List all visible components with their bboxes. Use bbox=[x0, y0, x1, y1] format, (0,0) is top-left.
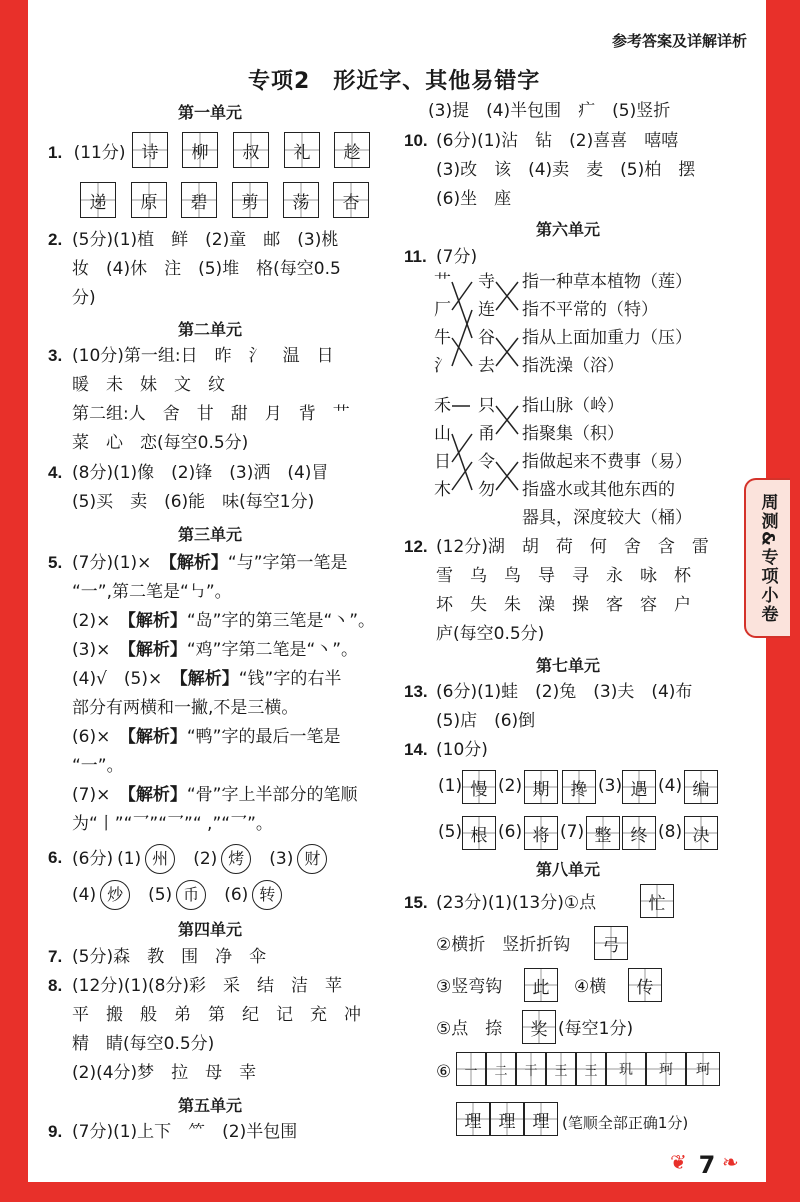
question-12 bbox=[404, 537, 428, 557]
answer-line: “一”,第二笔是“㇉”。 bbox=[72, 582, 232, 602]
left-part: 禾 bbox=[434, 396, 451, 416]
item-index: (2) bbox=[193, 849, 218, 869]
unit-heading: 第六单元 bbox=[536, 220, 601, 239]
question-number: 6. bbox=[48, 848, 63, 867]
answer-line: (2)(4分)梦 拉 母 幸 bbox=[72, 1063, 257, 1083]
meaning: 指不平常的（特） bbox=[522, 300, 658, 320]
question-number: 10. bbox=[404, 131, 428, 150]
answer-line: “一”。 bbox=[72, 756, 124, 776]
question-number: 1. bbox=[48, 143, 63, 162]
answer-line bbox=[72, 727, 340, 747]
question-number: 13. bbox=[404, 682, 428, 701]
item-index: (1) bbox=[117, 849, 142, 869]
char-box: 遇 bbox=[622, 770, 656, 804]
answer-mark: (7分)(1)× bbox=[72, 553, 169, 573]
question-number: 3. bbox=[48, 346, 63, 365]
page-title: 专项2 形近字、其他易错字 bbox=[248, 69, 541, 94]
answer-line: ⑥ bbox=[436, 1062, 452, 1082]
unit-heading: 第五单元 bbox=[178, 1096, 243, 1115]
char-box: 整 bbox=[586, 816, 620, 850]
question-number: 11. bbox=[404, 247, 427, 266]
char-box: 编 bbox=[684, 770, 718, 804]
header-note: 参考答案及详解详析 bbox=[612, 32, 748, 50]
question-6 bbox=[48, 848, 62, 868]
match-line bbox=[452, 310, 472, 366]
analysis-tag: 【解析】 bbox=[127, 785, 187, 805]
answer-line bbox=[72, 880, 282, 910]
question-9 bbox=[48, 1122, 62, 1142]
answer-line: (12分)湖 胡 荷 何 舍 含 雷 bbox=[436, 537, 709, 557]
stroke-box: 王 bbox=[546, 1052, 576, 1086]
question-4 bbox=[48, 463, 62, 483]
char-box: 剪 bbox=[232, 182, 268, 218]
item-index: (3) bbox=[598, 776, 623, 796]
side-tab-label: 周测&专项小卷 bbox=[757, 492, 778, 624]
answer-line: 庐(每空0.5分) bbox=[436, 624, 545, 644]
answer-line: 精 睛(每空0.5分) bbox=[72, 1034, 215, 1054]
analysis-text: “与”字第一笔是 bbox=[227, 553, 348, 573]
answer-line: 菜 心 恋(每空0.5分) bbox=[72, 433, 249, 453]
item-index: (2) bbox=[498, 776, 523, 796]
match-line bbox=[452, 282, 472, 338]
answer-line: 第二组:人 舍 甘 甜 月 背 艹 bbox=[72, 404, 350, 424]
mid-part: 谷 bbox=[478, 328, 495, 348]
answer-line: 坏 失 朱 澡 操 客 容 户 bbox=[436, 595, 691, 615]
leaf-icon: ❧ bbox=[722, 1150, 739, 1174]
leaf-icon: ❦ bbox=[670, 1150, 687, 1174]
answer-line: (7分)(1)上下 ⺮ (2)半包围 bbox=[72, 1122, 298, 1142]
analysis-text: “岛”字的第三笔是“丶”。 bbox=[186, 611, 376, 631]
char-box: 趁 bbox=[334, 132, 370, 168]
match-line bbox=[452, 282, 472, 310]
mid-part: 只 bbox=[478, 396, 495, 416]
left-part: 牛 bbox=[434, 328, 451, 348]
question-number: 4. bbox=[48, 463, 63, 482]
question-number: 9. bbox=[48, 1122, 63, 1141]
mid-part: 甬 bbox=[478, 424, 495, 444]
analysis-text: “骨”字上半部分的笔顺 bbox=[186, 785, 358, 805]
answer-line bbox=[72, 640, 358, 660]
circled-char: 财 bbox=[297, 844, 327, 874]
answer-line: (每空1分) bbox=[558, 1019, 634, 1039]
stroke-box: 理 bbox=[490, 1102, 524, 1136]
char-box: 搀 bbox=[562, 770, 596, 804]
question-number: 8. bbox=[48, 976, 63, 995]
answer-line: (6)坐 座 bbox=[436, 189, 512, 209]
answer-line: (23分)(1)(13分)①点 bbox=[436, 893, 597, 913]
answer-line: ⑤点 捺 bbox=[436, 1019, 503, 1039]
char-box: 慢 bbox=[462, 770, 496, 804]
meaning: 器具，深度较大（桶） bbox=[522, 508, 692, 528]
char-box: 终 bbox=[622, 816, 656, 850]
answer-line: 雪 乌 鸟 导 寻 永 咏 杯 bbox=[436, 566, 691, 586]
score: (6分) bbox=[72, 849, 114, 869]
answer-line: (6分)(1)蛙 (2)兔 (3)夫 (4)布 bbox=[436, 682, 693, 702]
stroke-box: 理 bbox=[524, 1102, 558, 1136]
question-10 bbox=[404, 131, 428, 151]
char-box: 弓 bbox=[594, 926, 628, 960]
char-box: 杏 bbox=[333, 182, 369, 218]
question-number: 14. bbox=[404, 740, 428, 759]
char-box: 将 bbox=[524, 816, 558, 850]
left-part: 氵 bbox=[434, 356, 451, 376]
side-tab bbox=[744, 478, 790, 638]
unit-heading: 第一单元 bbox=[178, 103, 243, 122]
char-box: 诗 bbox=[132, 132, 168, 168]
match-line bbox=[452, 338, 472, 366]
char-box: 奖 bbox=[522, 1010, 556, 1044]
answer-line bbox=[72, 844, 327, 874]
left-part: 山 bbox=[434, 424, 451, 444]
item-index: (7) bbox=[560, 822, 585, 842]
item-index: (4) bbox=[658, 776, 683, 796]
stroke-box: 玑 bbox=[606, 1052, 646, 1086]
score: (7分) bbox=[436, 247, 478, 267]
answer-mark: (4)√ (5)× bbox=[72, 669, 180, 689]
char-box: 根 bbox=[462, 816, 496, 850]
answer-line: (10分)第一组:日 昨 氵 温 日 bbox=[72, 346, 334, 366]
answer-line bbox=[72, 785, 357, 805]
score: (11分) bbox=[73, 143, 126, 163]
answer-line: 分) bbox=[72, 288, 96, 308]
answer-line bbox=[72, 553, 348, 573]
circled-char: 币 bbox=[176, 880, 206, 910]
answer-line: (12分)(1)(8分)彩 采 结 洁 苹 bbox=[72, 976, 343, 996]
answer-line: 暖 未 妹 文 纹 bbox=[72, 375, 225, 395]
analysis-tag: 【解析】 bbox=[127, 611, 187, 631]
answer-line: (5分)森 教 围 净 伞 bbox=[72, 947, 267, 967]
answer-mark: (3)× bbox=[72, 640, 128, 660]
meaning: 指盛水或其他东西的 bbox=[522, 480, 675, 500]
char-box: 碧 bbox=[181, 182, 217, 218]
item-index: (6) bbox=[224, 885, 249, 905]
char-box: 传 bbox=[628, 968, 662, 1002]
circled-char: 转 bbox=[252, 880, 282, 910]
answer-line: 为“丨”“乛”“乛”“ ,”“乛”。 bbox=[72, 814, 273, 834]
meaning: 指聚集（积） bbox=[522, 424, 624, 444]
answer-line: (6分)(1)沾 钻 (2)喜喜 嘻嘻 bbox=[436, 131, 679, 151]
question-number: 5. bbox=[48, 553, 63, 572]
stroke-box: 珂 bbox=[686, 1052, 720, 1086]
analysis-text: “钱”字的右半 bbox=[238, 669, 342, 689]
unit-heading: 第三单元 bbox=[178, 525, 243, 544]
page-number: 7 bbox=[698, 1151, 716, 1179]
answer-line: (3)提 (4)半包围 疒 (5)竖折 bbox=[428, 101, 671, 121]
question-3 bbox=[48, 346, 62, 366]
answer-mark: (6)× bbox=[72, 727, 128, 747]
analysis-text: “鸡”字第二笔是“丶”。 bbox=[186, 640, 359, 660]
char-box: 忙 bbox=[640, 884, 674, 918]
question-14 bbox=[404, 740, 428, 760]
char-box: 荡 bbox=[283, 182, 319, 218]
answer-line: (8分)(1)像 (2)锋 (3)洒 (4)冒 bbox=[72, 463, 329, 483]
score: (10分) bbox=[436, 740, 488, 760]
answer-line: 部分有两横和一撇,不是三横。 bbox=[72, 698, 299, 718]
question-11 bbox=[404, 247, 427, 267]
answer-mark: (2)× bbox=[72, 611, 128, 631]
answer-line bbox=[72, 669, 341, 689]
item-index: (8) bbox=[658, 822, 683, 842]
mid-part: 连 bbox=[478, 300, 495, 320]
note: (笔顺全部正确1分) bbox=[562, 1114, 689, 1132]
item-index: (3) bbox=[269, 849, 294, 869]
question-1 bbox=[48, 143, 126, 163]
left-part: 艹 bbox=[434, 272, 451, 292]
mid-part: 寺 bbox=[478, 272, 495, 292]
meaning: 指做起来不费事（易） bbox=[522, 452, 692, 472]
question-13 bbox=[404, 682, 428, 702]
analysis-tag: 【解析】 bbox=[127, 640, 187, 660]
unit-heading: 第七单元 bbox=[536, 656, 601, 675]
stroke-box: 二 bbox=[486, 1052, 516, 1086]
answer-line: 平 搬 般 弟 第 纪 记 充 冲 bbox=[72, 1005, 361, 1025]
char-box: 柳 bbox=[182, 132, 218, 168]
char-box: 期 bbox=[524, 770, 558, 804]
item-index: (6) bbox=[498, 822, 523, 842]
answer-line bbox=[72, 611, 375, 631]
stroke-box: 干 bbox=[516, 1052, 546, 1086]
circled-char: 炒 bbox=[100, 880, 130, 910]
left-part: 木 bbox=[434, 480, 451, 500]
answer-mark: (7)× bbox=[72, 785, 128, 805]
question-8 bbox=[48, 976, 62, 996]
match-line bbox=[452, 434, 472, 462]
meaning: 指洗澡（浴） bbox=[522, 356, 624, 376]
stroke-box: 理 bbox=[456, 1102, 490, 1136]
char-box: 此 bbox=[524, 968, 558, 1002]
char-box: 礼 bbox=[284, 132, 320, 168]
unit-heading: 第四单元 bbox=[178, 920, 243, 939]
mid-part: 令 bbox=[478, 452, 495, 472]
stroke-box: 珂 bbox=[646, 1052, 686, 1086]
question-number: 2. bbox=[48, 230, 63, 249]
question-2 bbox=[48, 230, 62, 250]
unit-heading: 第八单元 bbox=[536, 860, 601, 879]
mid-part: 去 bbox=[478, 356, 495, 376]
char-box: 递 bbox=[80, 182, 116, 218]
answer-line: (5)买 卖 (6)能 味(每空1分) bbox=[72, 492, 315, 512]
answer-line: (3)改 该 (4)卖 麦 (5)柏 摆 bbox=[436, 160, 696, 180]
match-line bbox=[452, 462, 472, 490]
answer-line: 妆 (4)休 注 (5)堆 格(每空0.5 bbox=[72, 259, 341, 279]
item-index: (5) bbox=[148, 885, 173, 905]
meaning: 指一种草本植物（莲） bbox=[522, 272, 692, 292]
left-part: 厂 bbox=[434, 300, 451, 320]
char-box: 决 bbox=[684, 816, 718, 850]
mid-part: 勿 bbox=[478, 480, 495, 500]
left-part: 日 bbox=[434, 452, 451, 472]
char-box: 叔 bbox=[233, 132, 269, 168]
meaning: 指从上面加重力（压） bbox=[522, 328, 692, 348]
item-index: (4) bbox=[72, 885, 97, 905]
question-number: 7. bbox=[48, 947, 63, 966]
analysis-text: “鸭”字的最后一笔是 bbox=[186, 727, 341, 747]
unit-heading: 第二单元 bbox=[178, 320, 243, 339]
meaning: 指山脉（岭） bbox=[522, 396, 624, 416]
circled-char: 烤 bbox=[221, 844, 251, 874]
question-number: 12. bbox=[404, 537, 428, 556]
question-5 bbox=[48, 553, 62, 573]
stroke-box: 王 bbox=[576, 1052, 606, 1086]
item-index: (5) bbox=[438, 822, 463, 842]
analysis-tag: 【解析】 bbox=[127, 727, 187, 747]
analysis-tag: 【解析】 bbox=[179, 669, 239, 689]
analysis-tag: 【解析】 bbox=[168, 553, 228, 573]
question-7 bbox=[48, 947, 62, 967]
answer-line: (5分)(1)植 鲜 (2)童 邮 (3)桃 bbox=[72, 230, 339, 250]
item-index: (1) bbox=[438, 776, 463, 796]
answer-line: ④横 bbox=[574, 977, 607, 997]
answer-line: ②横折 竖折折钩 bbox=[436, 935, 571, 955]
answer-line: (5)店 (6)倒 bbox=[436, 711, 536, 731]
stroke-box: 一 bbox=[456, 1052, 486, 1086]
char-box: 原 bbox=[131, 182, 167, 218]
question-number: 15. bbox=[404, 893, 428, 912]
answer-line: ③竖弯钩 bbox=[436, 977, 503, 997]
question-15 bbox=[404, 893, 428, 913]
match-line bbox=[452, 434, 472, 490]
circled-char: 州 bbox=[145, 844, 175, 874]
